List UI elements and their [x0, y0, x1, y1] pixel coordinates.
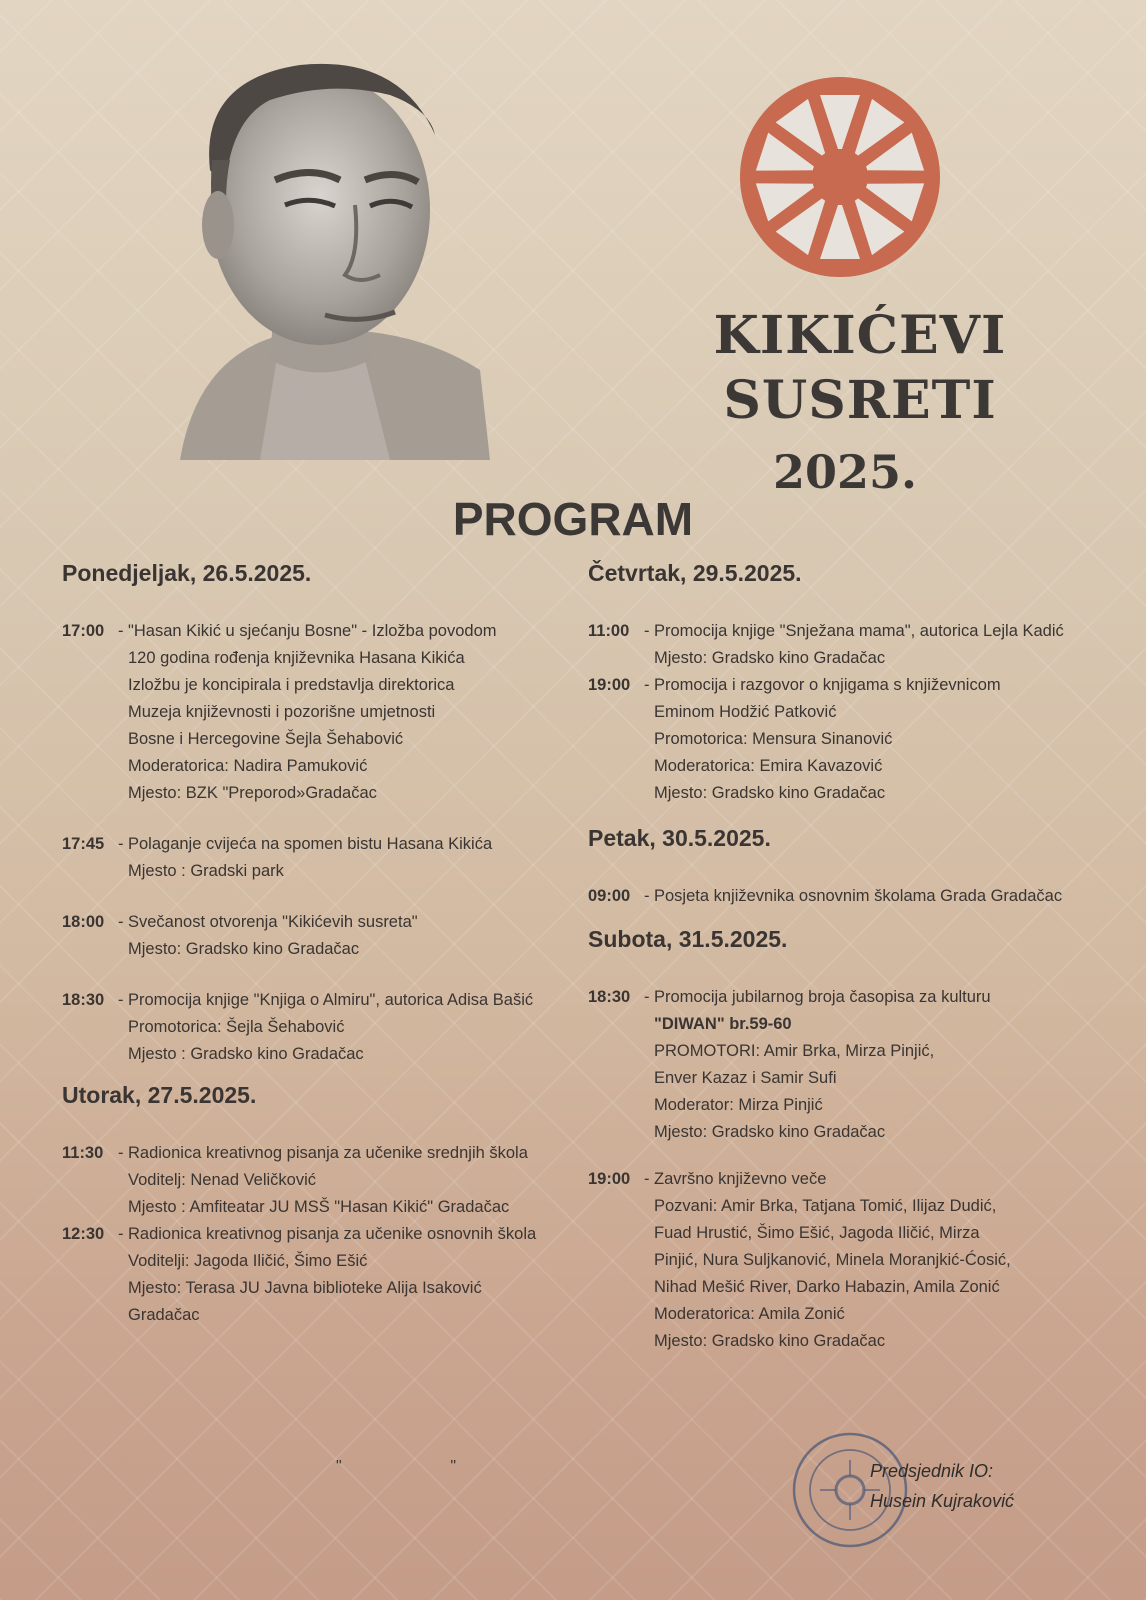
program-entry: [588, 672, 1108, 807]
entry-line: Radionica kreativnog pisanja za učenike osnovnih škola: [128, 1225, 537, 1243]
entry-line: PROMOTORI: Amir Brka, Mirza Pinjić,: [654, 1042, 935, 1060]
entry-dash: -: [644, 887, 650, 905]
entry-time: 19:00: [588, 676, 631, 694]
entry-line: Mjesto: Gradsko kino Gradačac: [654, 1123, 886, 1141]
entry-line: Mjesto: Gradsko kino Gradačac: [128, 940, 360, 958]
entry-line: Eminom Hodžić Patković: [654, 703, 837, 721]
entry-line: Mjesto: Gradsko kino Gradačac: [654, 784, 886, 802]
signature-block: [870, 1456, 1014, 1516]
entry-line: Moderatorica: Nadira Pamuković: [128, 757, 368, 775]
entry-description: [654, 883, 1062, 910]
program-entry: [62, 1140, 582, 1221]
entry-line: Mjesto : Gradsko kino Gradačac: [128, 1045, 364, 1063]
entry-line: Pinjić, Nura Suljkanović, Minela Moranjkić-Ćosić,: [654, 1251, 1011, 1269]
program-entry: [588, 883, 1108, 910]
entry-line: Mjesto: Gradsko kino Gradačac: [654, 649, 886, 667]
entry-time: 18:00: [62, 913, 105, 931]
entry-line: "Hasan Kikić u sjećanju Bosne" - Izložba povodom: [128, 622, 497, 640]
day-heading: Utorak, 27.5.2025.: [62, 1082, 257, 1108]
entry-time: 18:30: [588, 988, 631, 1006]
entry-time: 17:00: [62, 622, 105, 640]
entry-description: [128, 909, 418, 963]
entry-line: Muzeja književnosti i pozorišne umjetnosti: [128, 703, 436, 721]
entry-dash: -: [644, 988, 650, 1006]
entry-dash: -: [118, 991, 124, 1009]
entry-line: Voditelj: Nenad Veličković: [128, 1171, 317, 1189]
entry-line: Bosne i Hercegovine Šejla Šehabović: [128, 730, 404, 748]
entry-line: Pozvani: Amir Brka, Tatjana Tomić, Ilijaz Dudić,: [654, 1197, 997, 1215]
entry-description: [654, 1166, 1011, 1355]
entry-line: Mjesto : Gradski park: [128, 862, 284, 880]
festival-logo: [735, 72, 945, 282]
entry-line: Polaganje cvijeća na spomen bistu Hasana Kikića: [128, 835, 493, 853]
program-entry: [588, 1166, 1108, 1355]
entry-line: Promocija knjige "Snježana mama", autorica Lejla Kadić: [654, 622, 1064, 640]
entry-dash: -: [644, 676, 650, 694]
entry-description: [128, 831, 492, 885]
entry-line: Promocija i razgovor o knjigama s književnicom: [654, 676, 1001, 694]
program-entry: [588, 618, 1108, 672]
day-heading: Ponedjeljak, 26.5.2025.: [62, 560, 312, 586]
program-entry: [62, 909, 582, 963]
entry-line: Nihad Mešić River, Darko Habazin, Amila Zonić: [654, 1278, 1000, 1296]
entry-line: Radionica kreativnog pisanja za učenike srednjih škola: [128, 1144, 528, 1162]
entry-time: 12:30: [62, 1225, 105, 1243]
entry-line: Posjeta književnika osnovnim školama Grada Gradačac: [654, 887, 1063, 905]
entry-dash: -: [118, 835, 124, 853]
entry-line: Mjesto: BZK "Preporod»Gradačac: [128, 784, 377, 802]
entry-line: Završno književno veče: [654, 1170, 827, 1188]
quote-mark: ": [336, 1458, 342, 1475]
signature-role: Predsjednik IO:: [870, 1461, 994, 1481]
entry-dash: -: [118, 913, 124, 931]
signature-name: Husein Kujraković: [870, 1491, 1015, 1511]
entry-dash: -: [644, 1170, 650, 1188]
entry-dash: -: [118, 1225, 124, 1243]
entry-line: "DIWAN" br.59-60: [654, 1015, 792, 1033]
entry-line: Mjesto: Gradsko kino Gradačac: [654, 1332, 886, 1350]
program-column-right: [588, 560, 1108, 1355]
festival-title-line1: KIKIĆEVI: [713, 305, 1007, 366]
program-entry: [62, 618, 582, 807]
entry-line: Svečanost otvorenja "Kikićevih susreta": [128, 913, 418, 931]
entry-dash: -: [118, 1144, 124, 1162]
entry-description: [128, 618, 497, 807]
entry-line: Izložbu je koncipirala i predstavlja direktorica: [128, 676, 455, 694]
entry-line: Mjesto: Terasa JU Javna biblioteke Alija Isaković: [128, 1279, 482, 1297]
program-entry: [62, 987, 582, 1068]
day-heading: Četvrtak, 29.5.2025.: [588, 560, 802, 586]
entry-line: Moderatorica: Emira Kavazović: [654, 757, 883, 775]
festival-year: 2025.: [772, 445, 918, 499]
program-entry: [588, 984, 1108, 1146]
entry-line: Promocija jubilarnog broja časopisa za kulturu: [654, 988, 991, 1006]
entry-time: 11:00: [588, 622, 630, 640]
program-entry: [62, 1221, 582, 1329]
quote-mark: ": [450, 1458, 456, 1475]
entry-description: [128, 987, 533, 1068]
entry-line: Moderator: Mirza Pinjić: [654, 1096, 823, 1114]
program-entry: [62, 831, 582, 885]
entry-line: Enver Kazaz i Samir Sufi: [654, 1069, 837, 1087]
entry-line: Voditelji: Jagoda Iličić, Šimo Ešić: [128, 1252, 368, 1270]
entry-time: 18:30: [62, 991, 105, 1009]
day-heading: Petak, 30.5.2025.: [588, 825, 771, 851]
day-heading: Subota, 31.5.2025.: [588, 926, 788, 952]
entry-description: [654, 672, 1001, 807]
entry-line: Promocija knjige "Knjiga o Almiru", autorica Adisa Bašić: [128, 991, 534, 1009]
entry-line: Fuad Hrustić, Šimo Ešić, Jagoda Iličić, Mirza: [654, 1224, 980, 1242]
entry-line: Gradačac: [128, 1306, 200, 1324]
entry-time: 11:30: [62, 1144, 104, 1162]
quote-marks: [336, 1458, 456, 1476]
festival-title-line2: SUSRETI: [723, 370, 997, 431]
entry-description: [654, 618, 1064, 672]
entry-line: 120 godina rođenja književnika Hasana Kikića: [128, 649, 465, 667]
entry-time: 19:00: [588, 1170, 631, 1188]
entry-line: Promotorica: Šejla Šehabović: [128, 1018, 345, 1036]
entry-time: 17:45: [62, 835, 105, 853]
program-column-left: [62, 560, 582, 1329]
entry-line: Mjesto : Amfiteatar JU MSŠ "Hasan Kikić" Gradačac: [128, 1198, 510, 1216]
entry-time: 09:00: [588, 887, 631, 905]
entry-dash: -: [644, 622, 650, 640]
entry-dash: -: [118, 622, 124, 640]
entry-description: [654, 984, 991, 1146]
entry-description: [128, 1140, 528, 1221]
portrait-image: [160, 40, 490, 460]
entry-description: [128, 1221, 536, 1329]
entry-line: Moderatorica: Amila Zonić: [654, 1305, 845, 1323]
entry-line: Promotorica: Mensura Sinanović: [654, 730, 893, 748]
program-heading: PROGRAM: [452, 493, 694, 545]
